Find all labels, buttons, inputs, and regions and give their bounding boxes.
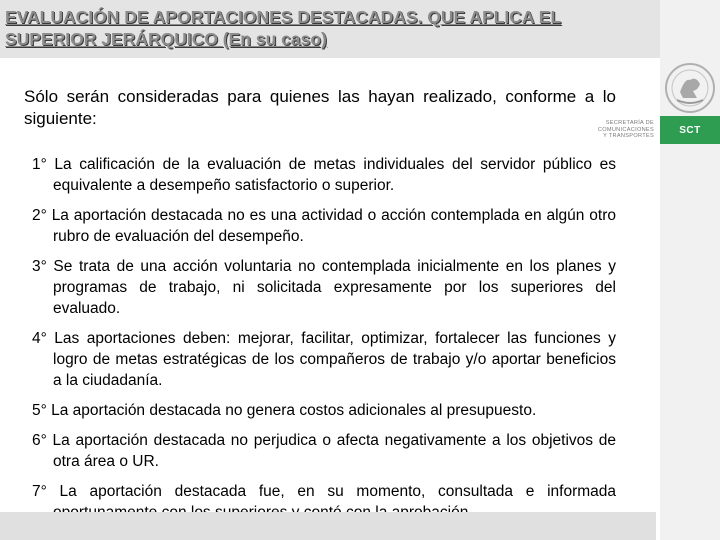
page-title: EVALUACIÓN DE APORTACIONES DESTACADAS. QUE APLICA EL SUPERIOR JERÁRQUICO (En su caso) (5, 7, 562, 49)
criteria-item-1: 1° La calificación de la evaluación de metas individuales del servidor público es equivalente a desempeño satisfactorio o superior. (32, 156, 616, 194)
criteria-item-5: 5° La aportación destacada no genera costos adicionales al presupuesto. (32, 402, 537, 419)
bottom-bar (0, 512, 656, 540)
criteria-item-6: 6° La aportación destacada no perjudica o afecta negativamente a los objetivos de otra área o UR. (32, 432, 616, 470)
secretaria-line-2: COMUNICACIONES (597, 126, 654, 133)
criteria-item-4: 4° Las aportaciones deben: mejorar, facilitar, optimizar, fortalecer las funciones y logro de metas estratégicas de los compañeros de trabajo y/o aportar beneficios a la ciudadanía. (32, 330, 616, 389)
criteria-item-3: 3° Se trata de una acción voluntaria no contemplada inicialmente en los planes y programas de trabajo, ni solicitada expresamente por los superiores del evaluado. (32, 258, 616, 317)
criteria-list (32, 154, 616, 532)
sct-badge: SCT (660, 116, 720, 144)
secretaria-line-1: SECRETARÍA DE (605, 120, 654, 126)
criteria-item-7: 7° La aportación destacada fue, en su momento, consultada e informada (32, 483, 616, 500)
criteria-item-2: 2° La aportación destacada no es una actividad o acción contemplada en algún otro rubro de evaluación del desempeño. (32, 207, 616, 245)
mexican-eagle-seal-icon (663, 60, 717, 118)
secretaria-line-3: Y TRANSPORTES (603, 133, 654, 140)
intro-text: Sólo serán consideradas para quienes las hayan realizado, conforme a lo siguiente: (24, 87, 616, 128)
